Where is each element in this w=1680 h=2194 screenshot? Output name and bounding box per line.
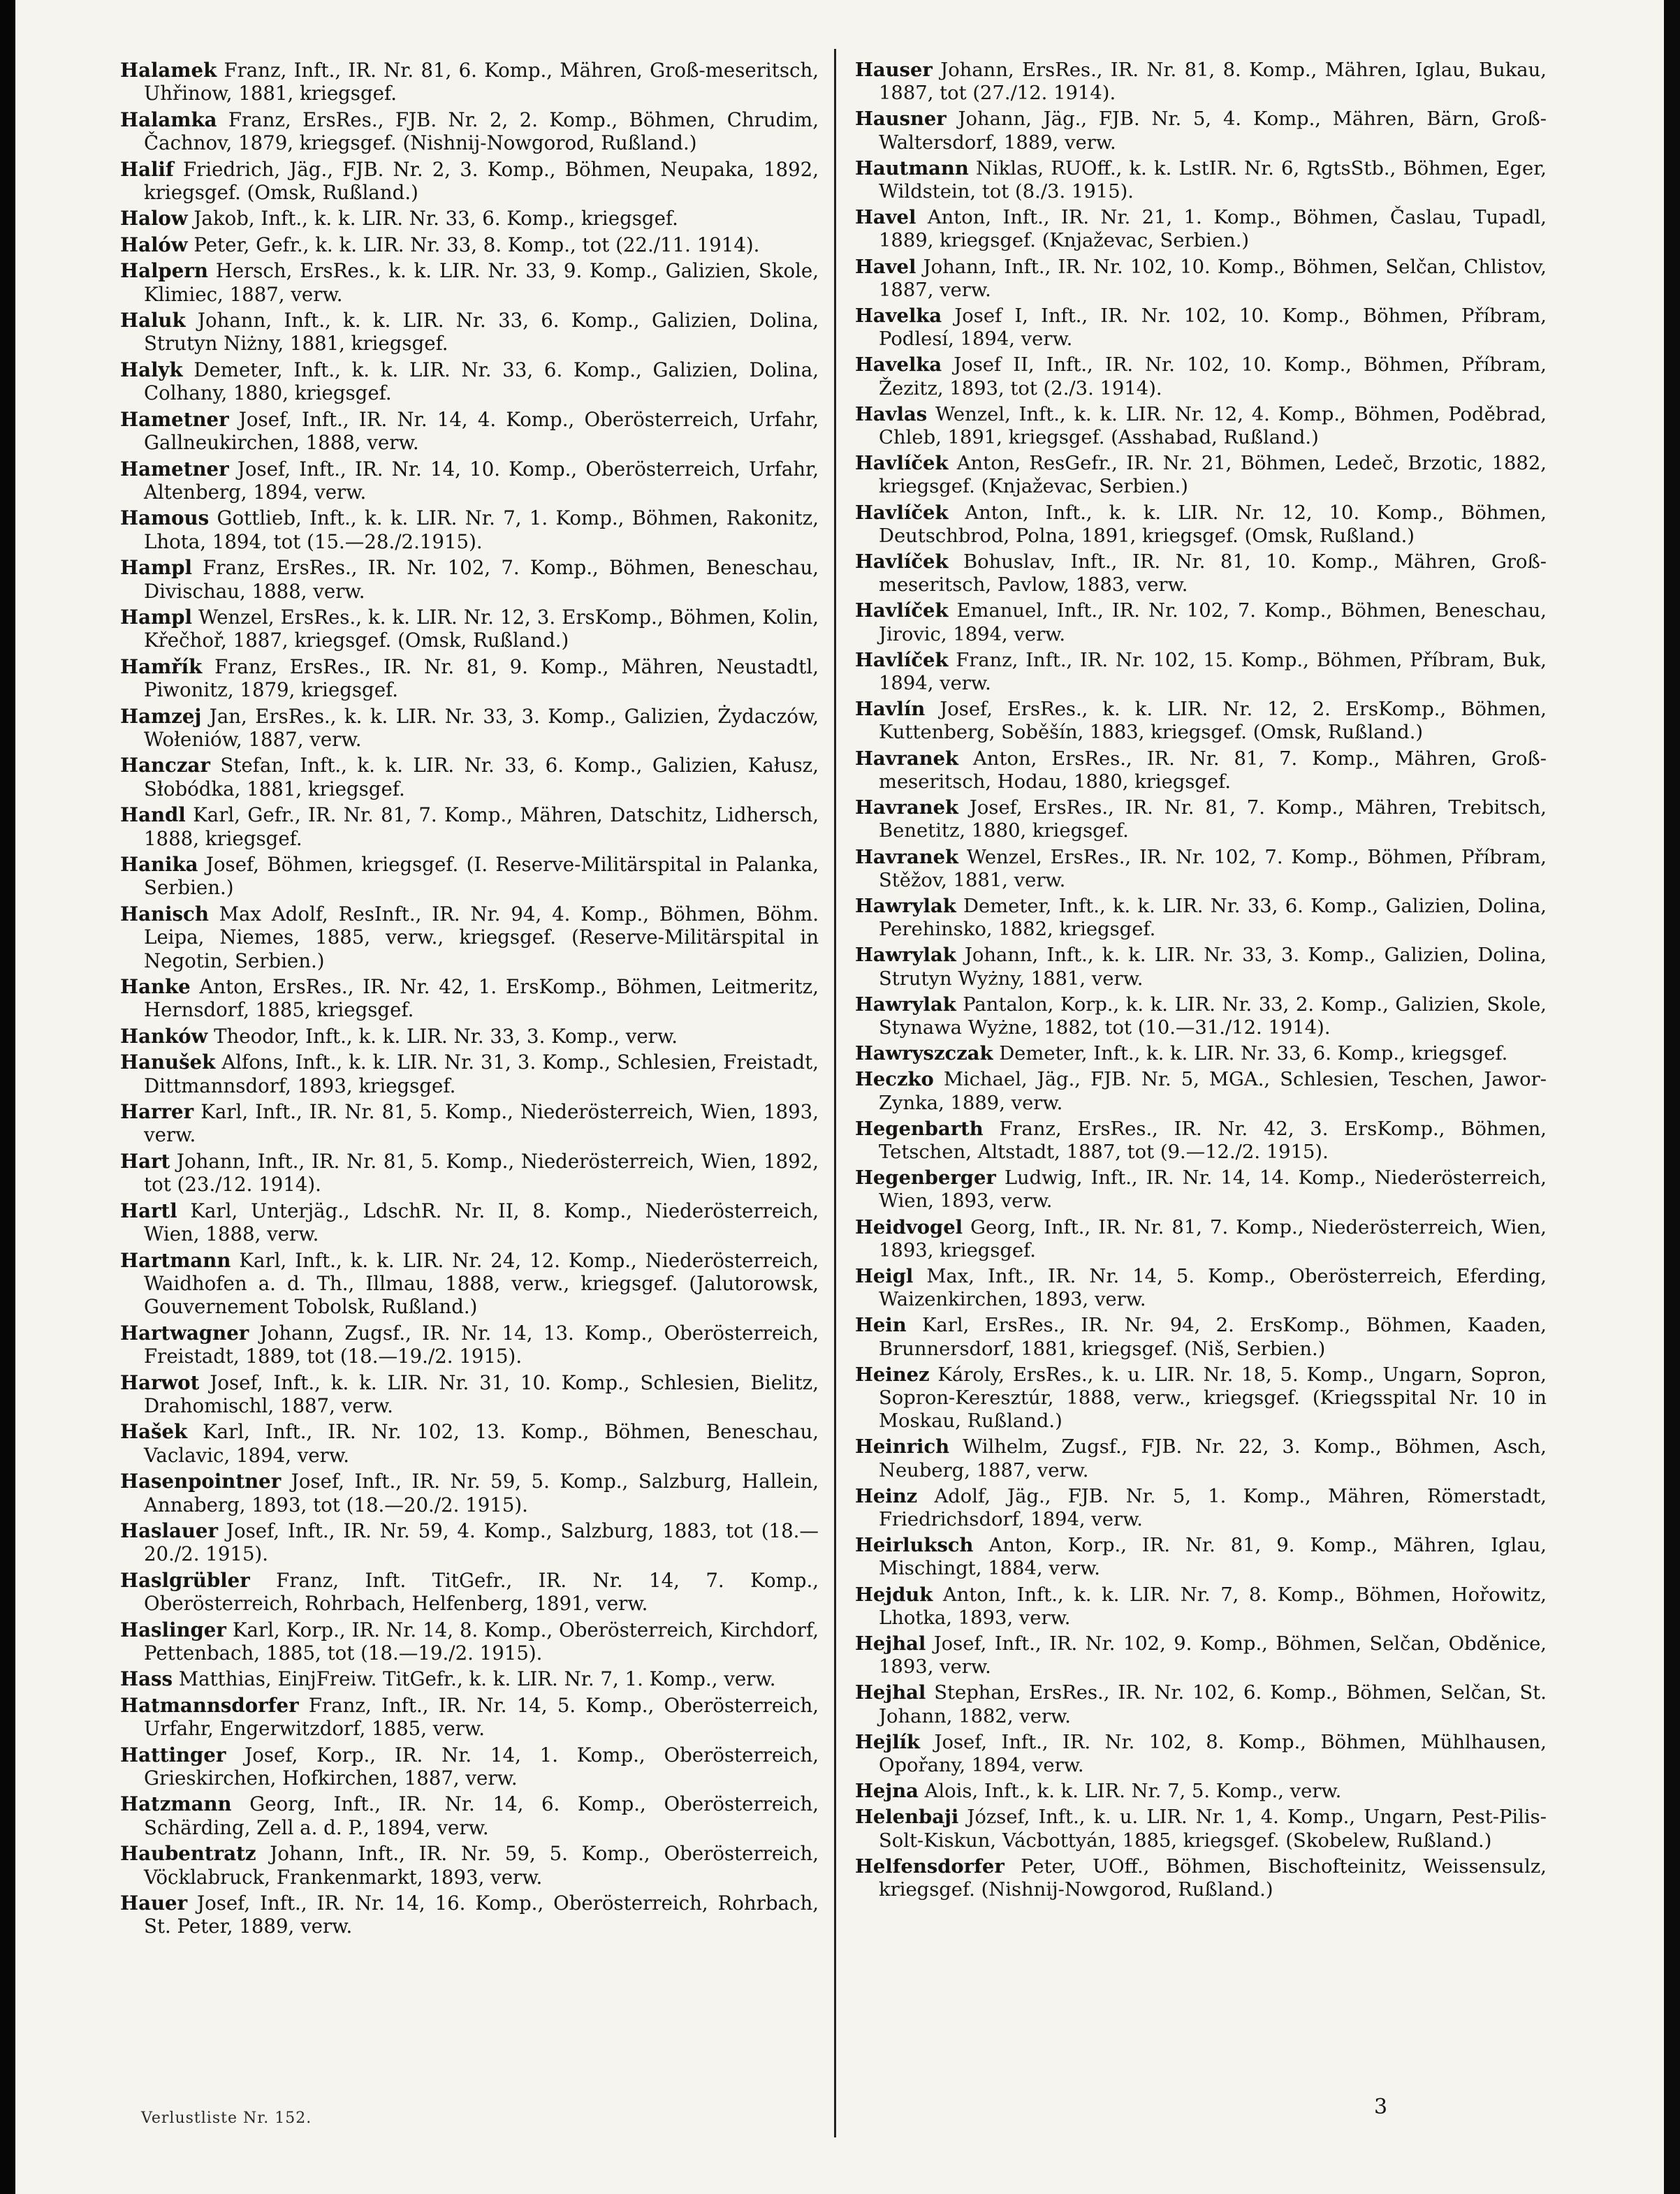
list-entry — [855, 1780, 1547, 1803]
list-entry — [855, 1167, 1547, 1213]
list-entry — [855, 1435, 1547, 1482]
entry-details: Demeter, Inft., k. k. LIR. Nr. 33, 6. Komp., Galizien, Dolina, Colhany, 1880, kriegsgef. — [144, 358, 819, 405]
entry-surname: Hamzej — [120, 704, 202, 728]
entry-details: Franz, Inft. TitGefr., IR. Nr. 14, 7. Komp., Oberösterreich, Rohrbach, Helfenberg, 1891, verw. — [144, 1568, 819, 1616]
entry-surname: Hejna — [855, 1780, 919, 1803]
entry-details: Johann, ErsRes., IR. Nr. 81, 8. Komp., Mähren, Iglau, Bukau, 1887, tot (27./12. 1914). — [879, 59, 1547, 105]
entry-surname: Hejhal — [855, 1632, 926, 1655]
list-entry — [855, 1584, 1547, 1630]
entry-surname: Hametner — [120, 407, 229, 431]
entry-details: Franz, Inft., IR. Nr. 14, 5. Komp., Oberösterreich, Urfahr, Engerwitzdorf, 1885, verw. — [144, 1693, 819, 1741]
entry-surname: Halpern — [120, 259, 208, 283]
entry-surname: Hamous — [120, 506, 210, 530]
entry-details: József, Inft., k. u. LIR. Nr. 1, 4. Komp., Ungarn, Pest-Pilis-Solt-Kiskun, Vácbottyán, 1885, kriegsgef. (Skobelew, Rußland.) — [879, 1806, 1547, 1852]
list-entry — [120, 1569, 819, 1616]
entry-details: Adolf, Jäg., FJB. Nr. 5, 1. Komp., Mähren, Römerstadt, Friedrichsdorf, 1894, verw. — [879, 1485, 1547, 1530]
list-entry — [120, 655, 819, 702]
entry-surname: Hasenpointner — [120, 1470, 282, 1493]
entry-surname: Hanušek — [120, 1051, 216, 1074]
list-entry — [120, 506, 819, 553]
entry-surname: Hejlík — [855, 1730, 921, 1753]
entry-surname: Hauser — [855, 59, 933, 81]
list-entry — [855, 452, 1547, 498]
list-entry — [855, 305, 1547, 351]
entry-details: Emanuel, Inft., IR. Nr. 102, 7. Komp., Böhmen, Beneschau, Jirovic, 1894, verw. — [879, 600, 1547, 645]
entry-details: Matthias, EinjFreiw. TitGefr., k. k. LIR. Nr. 7, 1. Komp., verw. — [178, 1667, 776, 1691]
list-entry — [855, 846, 1547, 892]
right-column — [855, 59, 1547, 1904]
entry-surname: Haslauer — [120, 1519, 219, 1542]
entry-details: Franz, ErsRes., IR. Nr. 42, 3. ErsKomp., Böhmen, Tetschen, Altstadt, 1887, tot (9.—12./2. 1915). — [879, 1118, 1547, 1163]
entry-surname: Hejhal — [855, 1681, 926, 1704]
entry-surname: Hatzmann — [120, 1792, 232, 1816]
entry-surname: Heinez — [855, 1363, 930, 1386]
entry-surname: Hegenberger — [855, 1167, 996, 1190]
list-entry — [120, 408, 819, 455]
entry-surname: Haslinger — [120, 1618, 226, 1641]
entry-details: Stefan, Inft., k. k. LIR. Nr. 33, 6. Komp., Galizien, Kałusz, Słobódka, 1881, kriegsgef. — [144, 754, 819, 800]
entry-details: Ludwig, Inft., IR. Nr. 14, 14. Komp., Niederösterreich, Wien, 1893, verw. — [879, 1167, 1547, 1213]
list-entry — [120, 59, 819, 105]
entry-details: Hersch, ErsRes., k. k. LIR. Nr. 33, 9. Komp., Galizien, Skole, Klimiec, 1887, verw. — [144, 259, 819, 306]
entry-details: Michael, Jäg., FJB. Nr. 5, MGA., Schlesien, Teschen, Jawor-Zynka, 1889, verw. — [879, 1069, 1547, 1114]
entry-surname: Heigl — [855, 1264, 914, 1287]
list-entry — [120, 754, 819, 800]
left-column — [120, 59, 819, 1941]
entry-details: Josef, Inft., IR. Nr. 102, 9. Komp., Böhmen, Selčan, Obděnice, 1893, verw. — [879, 1633, 1547, 1679]
entry-surname: Havel — [855, 206, 916, 229]
list-entry — [855, 1363, 1547, 1433]
list-entry — [120, 1051, 819, 1097]
entry-surname: Havel — [855, 255, 916, 278]
list-entry — [855, 59, 1547, 105]
entry-details: Karl, Inft., IR. Nr. 102, 13. Komp., Böhmen, Beneschau, Vaclavic, 1894, verw. — [144, 1420, 819, 1467]
entry-details: Josef, Inft., IR. Nr. 59, 4. Komp., Salzburg, 1883, tot (18.—20./2. 1915). — [144, 1519, 819, 1566]
page-number: 3 — [1374, 2095, 1388, 2119]
entry-surname: Haubentratz — [120, 1842, 256, 1866]
entry-details: Johann, Zugsf., IR. Nr. 14, 13. Komp., Oberösterreich, Freistadt, 1889, tot (18.—19./2. 1915). — [144, 1321, 819, 1368]
entry-surname: Hametner — [120, 457, 229, 481]
entry-surname: Halamek — [120, 59, 217, 82]
entry-details: Pantalon, Korp., k. k. LIR. Nr. 33, 2. Komp., Galizien, Skole, Stynawa Wyżne, 1882, tot (10.—31./12. 1914). — [879, 993, 1547, 1039]
list-entry — [120, 606, 819, 652]
list-entry — [855, 206, 1547, 252]
entry-details: Karl, Korp., IR. Nr. 14, 8. Komp., Oberösterreich, Kirchdorf, Pettenbach, 1885, tot (18.—19./2. 1915). — [144, 1618, 819, 1665]
entry-details: Josef, ErsRes., k. k. LIR. Nr. 12, 2. ErsKomp., Böhmen, Kuttenberg, Soběšín, 1883, kriegsgef. (Omsk, Rußland.) — [879, 699, 1547, 744]
list-entry — [120, 1420, 819, 1467]
list-entry — [120, 1694, 819, 1741]
entry-details: Josef, Inft., IR. Nr. 102, 8. Komp., Böhmen, Mühlhausen, Opořany, 1894, verw. — [879, 1731, 1547, 1777]
list-entry — [855, 403, 1547, 449]
entry-surname: Hawryszczak — [855, 1042, 993, 1065]
list-entry — [120, 803, 819, 850]
entry-surname: Hampl — [120, 605, 192, 629]
entry-details: Josef, Inft., IR. Nr. 14, 4. Komp., Oberösterreich, Urfahr, Gallneukirchen, 1888, verw. — [144, 407, 819, 455]
entry-surname: Havranek — [855, 747, 959, 770]
entry-surname: Hegenbarth — [855, 1117, 984, 1140]
entry-surname: Havlíček — [855, 452, 949, 475]
entry-surname: Haslgrübler — [120, 1568, 250, 1592]
entry-surname: Helfensdorfer — [855, 1855, 1005, 1878]
list-entry — [855, 599, 1547, 645]
entry-surname: Harrer — [120, 1100, 194, 1124]
entry-details: Alois, Inft., k. k. LIR. Nr. 7, 5. Komp., verw. — [924, 1780, 1342, 1803]
list-entry — [120, 358, 819, 405]
list-entry — [120, 556, 819, 603]
list-entry — [120, 1618, 819, 1665]
entry-surname: Havranek — [855, 845, 959, 868]
entry-surname: Halif — [120, 157, 174, 181]
list-entry — [120, 853, 819, 900]
entry-details: Georg, Inft., IR. Nr. 14, 6. Komp., Oberösterreich, Schärding, Zell a. d. P., 1894, verw. — [144, 1792, 819, 1839]
list-entry — [855, 1681, 1547, 1727]
entry-surname: Hass — [120, 1667, 173, 1691]
entry-surname: Hattinger — [120, 1743, 226, 1767]
list-entry — [855, 1731, 1547, 1777]
entry-details: Josef, Inft., k. k. LIR. Nr. 31, 10. Komp., Schlesien, Bielitz, Drahomischl, 1887, verw. — [144, 1370, 819, 1417]
entry-surname: Heinz — [855, 1484, 918, 1507]
entry-details: Franz, ErsRes., IR. Nr. 81, 9. Komp., Mähren, Neustadtl, Piwonitz, 1879, kriegsgef. — [144, 654, 819, 702]
entry-details: Johann, Inft., IR. Nr. 102, 10. Komp., Böhmen, Selčan, Chlistov, 1887, verw. — [879, 256, 1547, 301]
entry-surname: Heczko — [855, 1068, 934, 1091]
entry-surname: Havelka — [855, 305, 942, 328]
entry-surname: Hampl — [120, 556, 192, 580]
list-entry — [120, 207, 819, 230]
entry-details: Franz, Inft., IR. Nr. 81, 6. Komp., Mähren, Groß-meseritsch, Uhřinow, 1881, kriegsgef. — [144, 59, 819, 105]
list-entry — [120, 1792, 819, 1839]
entry-details: Wenzel, Inft., k. k. LIR. Nr. 12, 4. Komp., Böhmen, Poděbrad, Chleb, 1891, kriegsgef. (Asshabad, Rußland.) — [879, 403, 1547, 449]
entry-details: Johann, Inft., IR. Nr. 59, 5. Komp., Oberösterreich, Vöcklabruck, Frankenmarkt, 1893, verw. — [144, 1842, 819, 1889]
entry-surname: Hartmann — [120, 1248, 231, 1272]
document-page — [15, 0, 1664, 2194]
list-entry — [855, 1314, 1547, 1360]
list-entry — [120, 233, 819, 256]
list-entry — [120, 1371, 819, 1418]
entry-details: Josef, Böhmen, kriegsgef. (I. Reserve-Militärspital in Palanka, Serbien.) — [144, 853, 819, 900]
entry-details: Wenzel, ErsRes., k. k. LIR. Nr. 12, 3. ErsKomp., Böhmen, Kolin, Křečhoř, 1887, kriegsgef. (Omsk, Rußland.) — [144, 605, 819, 652]
entry-details: Karl, Unterjäg., LdschR. Nr. II, 8. Komp., Niederösterreich, Wien, 1888, verw. — [144, 1199, 819, 1246]
entry-details: Friedrich, Jäg., FJB. Nr. 2, 3. Komp., Böhmen, Neupaka, 1892, kriegsgef. (Omsk, Rußland.) — [144, 157, 819, 205]
list-entry — [120, 902, 819, 972]
entry-details: Anton, Inft., k. k. LIR. Nr. 7, 8. Komp., Böhmen, Hořowitz, Lhotka, 1893, verw. — [879, 1584, 1547, 1629]
entry-surname: Heirluksch — [855, 1534, 974, 1557]
entry-details: Karl, Inft., IR. Nr. 81, 5. Komp., Niederösterreich, Wien, 1893, verw. — [144, 1100, 819, 1147]
list-entry — [855, 1855, 1547, 1901]
list-entry — [855, 895, 1547, 941]
entry-details: Johann, Inft., IR. Nr. 81, 5. Komp., Niederösterreich, Wien, 1892, tot (23./12. 1914). — [144, 1149, 819, 1197]
entry-details: Bohuslav, Inft., IR. Nr. 81, 10. Komp., Mähren, Groß-meseritsch, Pavlow, 1883, verw. — [879, 551, 1547, 597]
entry-details: Karl, Gefr., IR. Nr. 81, 7. Komp., Mähren, Datschitz, Lidhersch, 1888, kriegsgef. — [144, 803, 819, 850]
entry-surname: Hawrylak — [855, 944, 956, 967]
list-entry — [855, 1265, 1547, 1311]
list-entry — [120, 1842, 819, 1889]
entry-surname: Hausner — [855, 108, 947, 131]
list-entry — [120, 1100, 819, 1147]
entry-surname: Haluk — [120, 309, 186, 332]
list-entry — [855, 993, 1547, 1039]
entry-surname: Heidvogel — [855, 1215, 963, 1238]
list-entry — [855, 1216, 1547, 1262]
entry-surname: Hartwagner — [120, 1321, 249, 1345]
entry-details: Anton, Inft., k. k. LIR. Nr. 12, 10. Komp., Böhmen, Deutschbrod, Polna, 1891, kriegsgef. (Omsk, Rußland.) — [879, 502, 1547, 547]
entry-details: Johann, Jäg., FJB. Nr. 5, 4. Komp., Mähren, Bärn, Groß-Waltersdorf, 1889, verw. — [879, 108, 1547, 154]
entry-details: Stephan, ErsRes., IR. Nr. 102, 6. Komp., Böhmen, Selčan, St. Johann, 1882, verw. — [879, 1682, 1547, 1727]
entry-surname: Hart — [120, 1149, 170, 1173]
list-entry — [120, 705, 819, 752]
entry-surname: Hanisch — [120, 902, 209, 926]
entry-surname: Hawrylak — [855, 894, 956, 917]
entry-surname: Halów — [120, 233, 188, 256]
list-entry — [855, 1534, 1547, 1580]
entry-details: Anton, ErsRes., IR. Nr. 81, 7. Komp., Mähren, Groß-meseritsch, Hodau, 1880, kriegsgef. — [879, 747, 1547, 793]
list-entry — [120, 1470, 819, 1516]
entry-details: Georg, Inft., IR. Nr. 81, 7. Komp., Niederösterreich, Wien, 1893, kriegsgef. — [879, 1216, 1547, 1261]
list-entry — [855, 550, 1547, 597]
list-entry — [855, 1118, 1547, 1164]
list-entry — [855, 157, 1547, 203]
entry-surname: Hawrylak — [855, 993, 956, 1016]
entry-surname: Hanika — [120, 853, 198, 876]
entry-surname: Hein — [855, 1314, 907, 1337]
entry-details: Theodor, Inft., k. k. LIR. Nr. 33, 3. Komp., verw. — [214, 1024, 678, 1048]
list-entry — [855, 796, 1547, 842]
list-entry — [120, 309, 819, 356]
entry-surname: Helenbaji — [855, 1806, 959, 1829]
entry-surname: Hatmannsdorfer — [120, 1693, 299, 1717]
entry-surname: Harwot — [120, 1370, 200, 1394]
entry-surname: Handl — [120, 803, 186, 827]
list-entry — [120, 1249, 819, 1319]
entry-details: Demeter, Inft., k. k. LIR. Nr. 33, 6. Komp., Galizien, Dolina, Perehinsko, 1882, kriegsgef. — [879, 895, 1547, 941]
list-entry — [120, 1667, 819, 1690]
entry-surname: Halyk — [120, 358, 183, 381]
list-entry — [120, 1150, 819, 1197]
entry-surname: Hejduk — [855, 1583, 933, 1606]
list-entry — [855, 502, 1547, 548]
list-entry — [855, 1042, 1547, 1065]
list-entry — [855, 698, 1547, 744]
entry-details: Peter, Gefr., k. k. LIR. Nr. 33, 8. Komp., tot (22./11. 1914). — [193, 233, 760, 256]
list-entry — [120, 458, 819, 504]
entry-surname: Hanke — [120, 975, 191, 999]
column-divider — [834, 49, 836, 2137]
list-entry — [855, 1806, 1547, 1852]
entry-surname: Hamřík — [120, 654, 203, 678]
list-entry — [120, 1025, 819, 1048]
entry-details: Wilhelm, Zugsf., FJB. Nr. 22, 3. Komp., Böhmen, Asch, Neuberg, 1887, verw. — [879, 1436, 1547, 1482]
entry-details: Josef, Inft., IR. Nr. 59, 5. Komp., Salzburg, Hallein, Annaberg, 1893, tot (18.—20./2. 1915). — [144, 1470, 819, 1516]
entry-details: Franz, Inft., IR. Nr. 102, 15. Komp., Böhmen, Příbram, Buk, 1894, verw. — [879, 649, 1547, 695]
entry-details: Károly, ErsRes., k. u. LIR. Nr. 18, 5. Komp., Ungarn, Sopron, Sopron-Keresztúr, 1888, verw., kriegsgef. (Kriegsspital Nr. 10 in Moskau, Rußland.) — [879, 1363, 1547, 1433]
entry-details: Johann, Inft., k. k. LIR. Nr. 33, 3. Komp., Galizien, Dolina, Strutyn Wyżny, 1881, verw. — [879, 944, 1547, 990]
entry-details: Josef, Inft., IR. Nr. 14, 10. Komp., Oberösterreich, Urfahr, Altenberg, 1894, verw. — [144, 457, 819, 504]
entry-surname: Havranek — [855, 796, 959, 819]
entry-details: Anton, Inft., IR. Nr. 21, 1. Komp., Böhmen, Časlau, Tupadl, 1889, kriegsgef. (Knjaževac, Serbien.) — [879, 207, 1547, 252]
list-entry — [855, 256, 1547, 302]
list-entry — [120, 108, 819, 155]
entry-surname: Halow — [120, 207, 188, 231]
entry-surname: Havlíček — [855, 501, 949, 524]
list-entry — [120, 1892, 819, 1938]
entry-details: Anton, ErsRes., IR. Nr. 42, 1. ErsKomp., Böhmen, Leitmeritz, Hernsdorf, 1885, kriegsgef. — [144, 975, 819, 1022]
entry-details: Josef II, Inft., IR. Nr. 102, 10. Komp., Böhmen, Příbram, Žezitz, 1893, tot (2./3. 1914). — [879, 354, 1547, 400]
entry-details: Franz, ErsRes., FJB. Nr. 2, 2. Komp., Böhmen, Chrudim, Čachnov, 1879, kriegsgef. (Nishnij-Nowgorod, Rußland.) — [144, 108, 819, 155]
entry-details: Jan, ErsRes., k. k. LIR. Nr. 33, 3. Komp., Galizien, Żydaczów, Wołeniów, 1887, verw. — [144, 704, 819, 751]
entry-surname: Havlíček — [855, 648, 949, 671]
entry-surname: Hautmann — [855, 156, 969, 180]
list-entry — [120, 1322, 819, 1368]
entry-details: Josef, ErsRes., IR. Nr. 81, 7. Komp., Mähren, Trebitsch, Benetitz, 1880, kriegsgef. — [879, 797, 1547, 842]
entry-details: Niklas, RUOff., k. k. LstIR. Nr. 6, RgtsStb., Böhmen, Eger, Wildstein, tot (8./3. 1915). — [879, 157, 1547, 203]
entry-details: Max, Inft., IR. Nr. 14, 5. Komp., Oberösterreich, Eferding, Waizenkirchen, 1893, verw. — [879, 1265, 1547, 1311]
list-entry — [120, 259, 819, 306]
list-entry — [855, 944, 1547, 990]
list-entry — [120, 975, 819, 1022]
entry-details: Karl, ErsRes., IR. Nr. 94, 2. ErsKomp., Böhmen, Kaaden, Brunnersdorf, 1881, kriegsgef. (Niš, Serbien.) — [879, 1315, 1547, 1360]
entry-details: Alfons, Inft., k. k. LIR. Nr. 31, 3. Komp., Schlesien, Freistadt, Dittmannsdorf, 1893, kriegsgef. — [144, 1051, 819, 1097]
entry-details: Jakob, Inft., k. k. LIR. Nr. 33, 6. Komp., kriegsgef. — [193, 207, 678, 231]
list-entry — [120, 1199, 819, 1246]
entry-details: Josef I, Inft., IR. Nr. 102, 10. Komp., Böhmen, Příbram, Podlesí, 1894, verw. — [879, 305, 1547, 351]
entry-details: Demeter, Inft., k. k. LIR. Nr. 33, 6. Komp., kriegsgef. — [999, 1043, 1508, 1065]
entry-surname: Hašek — [120, 1420, 188, 1444]
entry-details: Anton, ResGefr., IR. Nr. 21, Böhmen, Ledeč, Brzotic, 1882, kriegsgef. (Knjaževac, Serbien.) — [879, 453, 1547, 498]
entry-surname: Heinrich — [855, 1435, 950, 1458]
entry-details: Wenzel, ErsRes., IR. Nr. 102, 7. Komp., Böhmen, Příbram, Stěžov, 1881, verw. — [879, 846, 1547, 891]
entry-surname: Hartl — [120, 1199, 177, 1222]
list-entry — [855, 1632, 1547, 1679]
list-entry — [120, 1519, 819, 1566]
footer-list-number: Verlustliste Nr. 152. — [141, 2109, 312, 2127]
entry-details: Karl, Inft., k. k. LIR. Nr. 24, 12. Komp., Niederösterreich, Waidhofen a. d. Th., Illmau, 1888, verw., kriegsgef. (Jalutorowsk, Gouvernement Tobolsk, Rußland.) — [144, 1248, 819, 1319]
entry-surname: Havlín — [855, 698, 926, 721]
list-entry — [120, 158, 819, 205]
entry-surname: Hanków — [120, 1024, 208, 1048]
entry-details: Franz, ErsRes., IR. Nr. 102, 7. Komp., Böhmen, Beneschau, Divischau, 1888, verw. — [144, 556, 819, 603]
entry-details: Johann, Inft., k. k. LIR. Nr. 33, 6. Komp., Galizien, Dolina, Strutyn Niżny, 1881, kriegsgef. — [144, 309, 819, 356]
entry-details: Anton, Korp., IR. Nr. 81, 9. Komp., Mähren, Iglau, Mischingt, 1884, verw. — [879, 1535, 1547, 1580]
entry-details: Peter, UOff., Böhmen, Bischofteinitz, Weissensulz, kriegsgef. (Nishnij-Nowgorod, Rußland.) — [879, 1855, 1547, 1901]
entry-surname: Hanczar — [120, 754, 210, 777]
list-entry — [855, 747, 1547, 794]
entry-surname: Havelka — [855, 353, 942, 376]
entry-surname: Havlas — [855, 402, 928, 425]
entry-details: Gottlieb, Inft., k. k. LIR. Nr. 7, 1. Komp., Böhmen, Rakonitz, Lhota, 1894, tot (15.—28./2.1915). — [144, 506, 819, 553]
entry-details: Max Adolf, ResInft., IR. Nr. 94, 4. Komp., Böhmen, Böhm. Leipa, Niemes, 1885, verw., kriegsgef. (Reserve-Militärspital in Negotin, Serbien.) — [144, 902, 819, 972]
entry-surname: Havlíček — [855, 599, 949, 622]
scan-border — [0, 0, 15, 2194]
list-entry — [120, 1743, 819, 1790]
list-entry — [855, 1485, 1547, 1531]
list-entry — [855, 649, 1547, 695]
entry-surname: Havlíček — [855, 550, 949, 573]
entry-surname: Halamka — [120, 108, 217, 131]
list-entry — [855, 1068, 1547, 1114]
entry-surname: Hauer — [120, 1892, 188, 1915]
entry-details: Josef, Korp., IR. Nr. 14, 1. Komp., Oberösterreich, Grieskirchen, Hofkirchen, 1887, verw. — [144, 1743, 819, 1790]
list-entry — [855, 353, 1547, 400]
list-entry — [855, 108, 1547, 154]
entry-details: Josef, Inft., IR. Nr. 14, 16. Komp., Oberösterreich, Rohrbach, St. Peter, 1889, verw. — [144, 1892, 819, 1938]
